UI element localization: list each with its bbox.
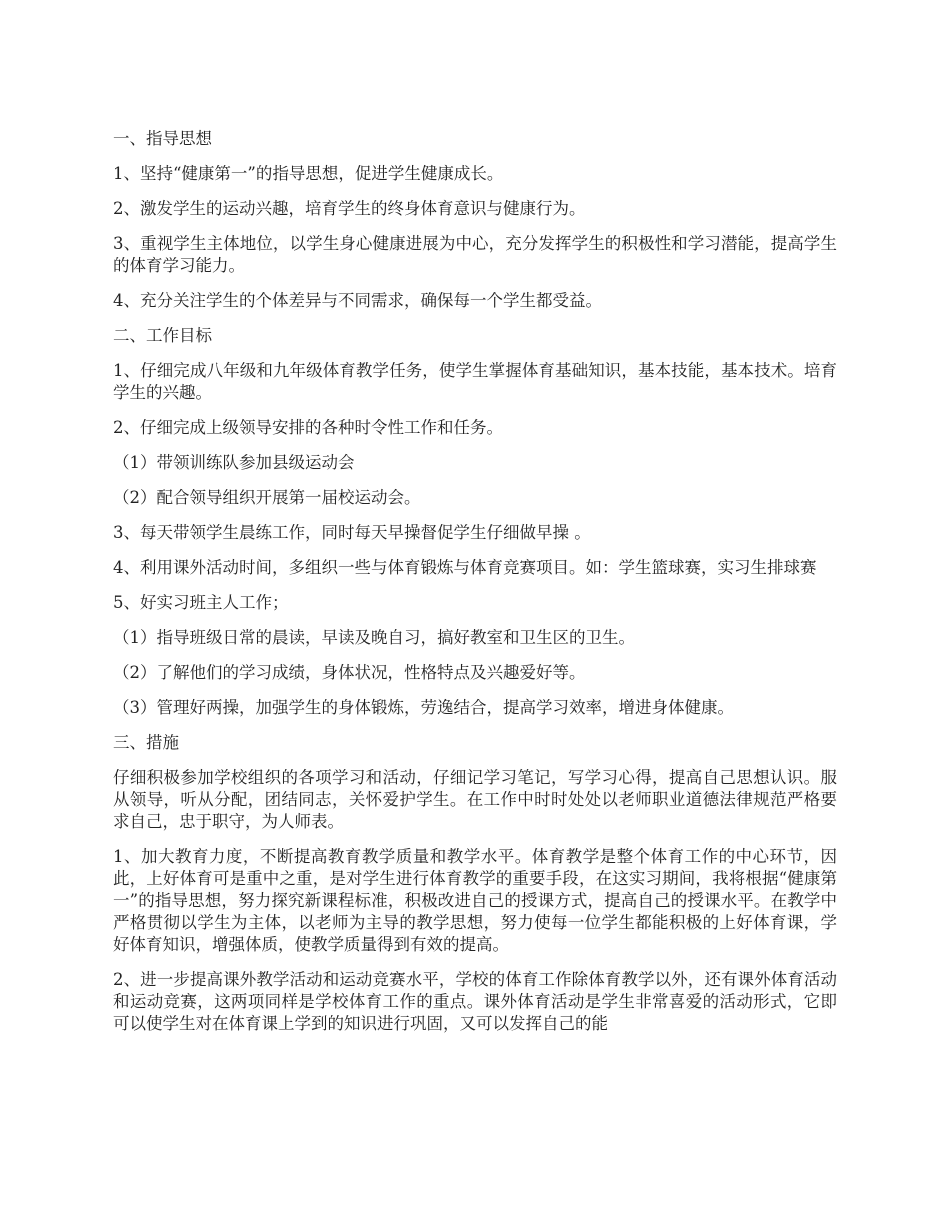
- section-heading-measures: 三、措施: [113, 733, 179, 752]
- paragraph: （2）配合领导组织开展第一届校运动会。: [113, 488, 421, 507]
- paragraph: 2、激发学生的运动兴趣，培育学生的终身体育意识与健康行为。: [113, 199, 586, 218]
- paragraph: 1、仔细完成八年级和九年级体育教学任务，使学生掌握体育基础知识，基本技能，基本技术。培育学生的兴趣。: [113, 361, 837, 402]
- paragraph: 1、坚持“健康第一”的指导思想，促进学生健康成长。: [113, 164, 504, 183]
- paragraph: 3、重视学生主体地位，以学生身心健康进展为中心，充分发挥学生的积极性和学习潜能，提高学生的体育学习能力。: [113, 234, 837, 275]
- paragraph: （2）了解他们的学习成绩，身体状况，性格特点及兴趣爱好等。: [113, 663, 586, 682]
- paragraph: 2、进一步提高课外教学活动和运动竞赛水平，学校的体育工作除体育教学以外，还有课外体育活动和运动竞赛，这两项同样是学校体育工作的重点。课外体育活动是学生非常喜爱的活动形式，它即可以使学生对在体育课上学到的知识进行巩固，又可以发挥自己的能: [113, 970, 837, 1033]
- paragraph: 5、好实习班主人工作；: [113, 593, 289, 612]
- paragraph: 3、每天带领学生晨练工作，同时每天早操督促学生仔细做早操 。: [113, 523, 591, 542]
- paragraph: （1）带领训练队参加县级运动会: [113, 453, 355, 472]
- paragraph: 2、仔细完成上级领导安排的各种时令性工作和任务。: [113, 418, 503, 437]
- paragraph: （3）管理好两操，加强学生的身体锻炼，劳逸结合，提高学习效率，增进身体健康。: [113, 698, 734, 717]
- document-page: [113, 128, 837, 1048]
- paragraph: 1、加大教育力度，不断提高教育教学质量和教学水平。体育教学是整个体育工作的中心环节，因此，上好体育可是重中之重，是对学生进行体育教学的重要手段，在这实习期间，我将根据“健康第一”的指导思想，努力探究新课程标准，积极改进自己的授课方式，提高自己的授课水平。在教学中严格贯彻以学生为主体，以老师为主导的教学思想，努力使每一位学生都能积极的上好体育课，学好体育知识，增强体质，使教学质量得到有效的提高。: [113, 847, 837, 954]
- section-heading-work-goals: 二、工作目标: [113, 326, 212, 345]
- paragraph: 4、充分关注学生的个体差异与不同需求，确保每一个学生都受益。: [113, 291, 602, 310]
- paragraph: 4、利用课外活动时间，多组织一些与体育锻炼与体育竞赛项目。如：学生篮球赛，实习生排球赛: [113, 558, 817, 577]
- paragraph: 仔细积极参加学校组织的各项学习和活动，仔细记学习笔记，写学习心得，提高自己思想认识。服从领导，听从分配，团结同志，关怀爱护学生。在工作中时时处处以老师职业道德法律规范严格要求自己，忠于职守，为人师表。: [113, 768, 837, 831]
- section-heading-guiding-thought: 一、指导思想: [113, 129, 212, 148]
- paragraph: （1）指导班级日常的晨读，早读及晚自习，搞好教室和卫生区的卫生。: [113, 628, 635, 647]
